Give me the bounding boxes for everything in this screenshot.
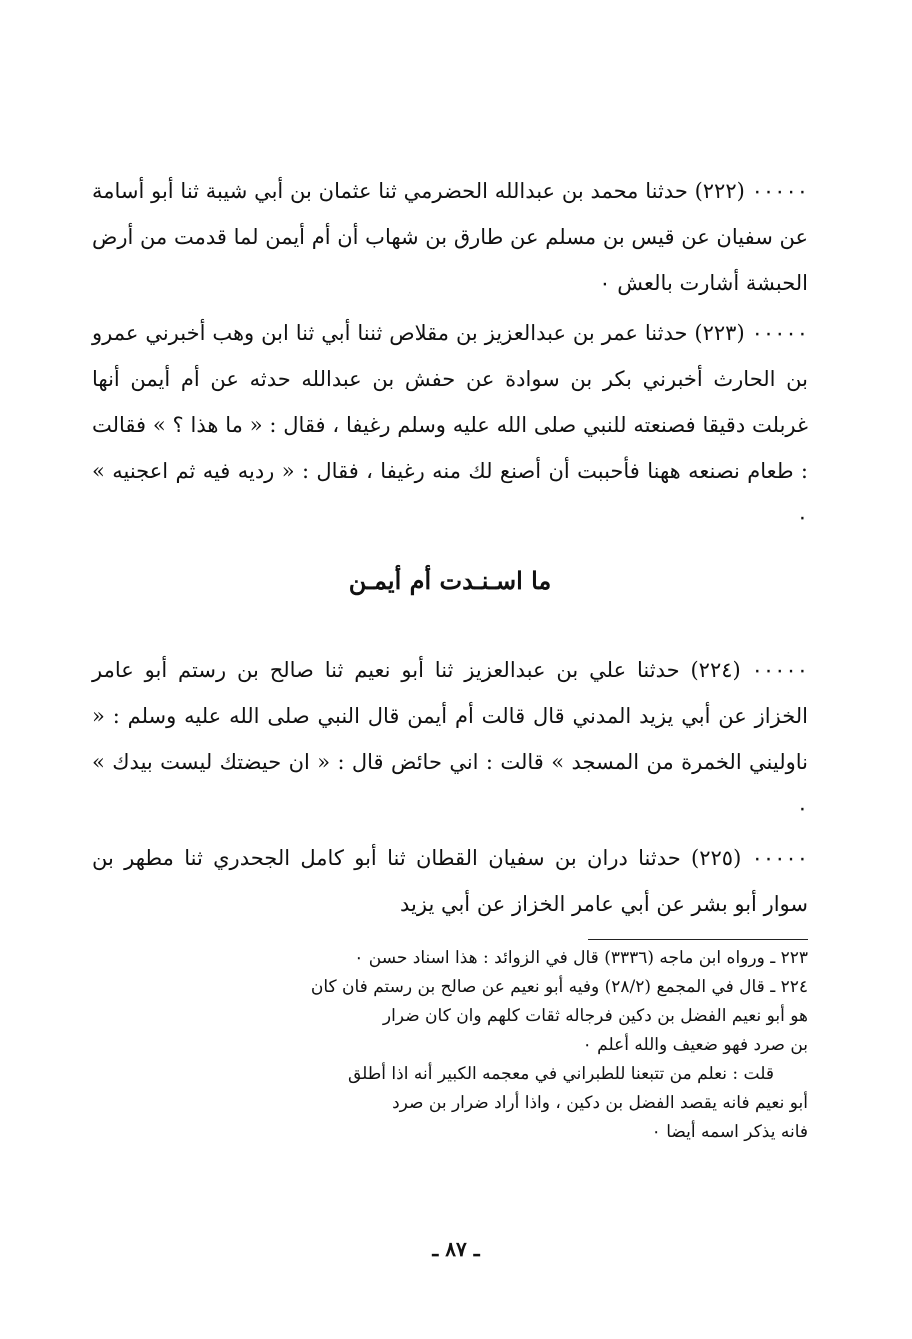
footnote-224-line-1: ٢٢٤ ـ قال في المجمع (٢٨/٢) وفيه أبو نعيم عن صالح بن رستم فان كان [310,977,808,997]
page-body [92,168,808,1147]
footnote-224-line-3: بن صرد فهو ضعيف والله أعلم ٠ [582,1035,808,1055]
footnote-223: ٢٢٣ ـ ورواه ابن ماجه (٣٣٣٦) قال في الزوائد : هذا اسناد حسن ٠ [354,948,808,968]
footnotes [92,944,808,1147]
footnote-224-line-6: فانه يذكر اسمه أيضا ٠ [651,1122,808,1142]
section-heading: ما اسـنـدت أم أيمـن [348,566,552,595]
page-number: ـ ٨٧ ـ [432,1237,480,1261]
hadith-222: ٠٠٠٠٠ (٢٢٢) حدثنا محمد بن عبدالله الحضرمي ثنا عثمان بن أبي شيبة ثنا أبو أسامة عن سفيان عن قيس بن مسلم عن طارق بن شهاب أن أم أيمن لما قدمت من أرض الحبشة أشارت بالعش ٠ [92,179,809,295]
footnote-224-line-4: قلت : نعلم من تتبعنا للطبراني في معجمه الكبير أنه اذا أطلق [347,1064,774,1084]
hadith-223: ٠٠٠٠٠ (٢٢٣) حدثنا عمر بن عبدالعزيز بن مقلاص ثننا أبي ثنا ابن وهب أخبرني عمرو بن الحارث أخبرني بكر بن سوادة عن حفش بن عبدالله حدثه عن أم أيمن أنها غربلت دقيقا فصنعته للنبي صلى الله عليه وسلم رغيفا ، فقال : « ما هذا ؟ » فقالت : طعام نصنعه ههنا فأحببت أن أصنع لك منه رغيفا ، فقال : « رديه فيه ثم اعجنيه » ٠ [92,321,808,529]
footnote-224-line-5: أبو نعيم فانه يقصد الفضل بن دكين ، واذا أراد ضرار بن صرد [392,1093,808,1113]
hadith-225: ٠٠٠٠٠ (٢٢٥) حدثنا دران بن سفيان القطان ثنا أبو كامل الجحدري ثنا مطهر بن سوار أبو بشر عن أبي عامر الخزاز عن أبي يزيد [92,846,808,916]
footnote-divider [588,939,808,940]
hadith-224: ٠٠٠٠٠ (٢٢٤) حدثنا علي بن عبدالعزيز ثنا أبو نعيم ثنا صالح بن رستم أبو عامر الخزاز عن أبي يزيد المدني قال قالت أم أيمن قال النبي صلى الله عليه وسلم : « ناوليني الخمرة من المسجد » قالت : اني حائض قال : « ان حيضتك ليست بيدك » ٠ [92,658,808,820]
footnote-divider-wrap [92,931,808,944]
footnote-224-line-2: هو أبو نعيم الفضل بن دكين فرجاله ثقات كلهم وان كان ضرار [382,1006,808,1026]
